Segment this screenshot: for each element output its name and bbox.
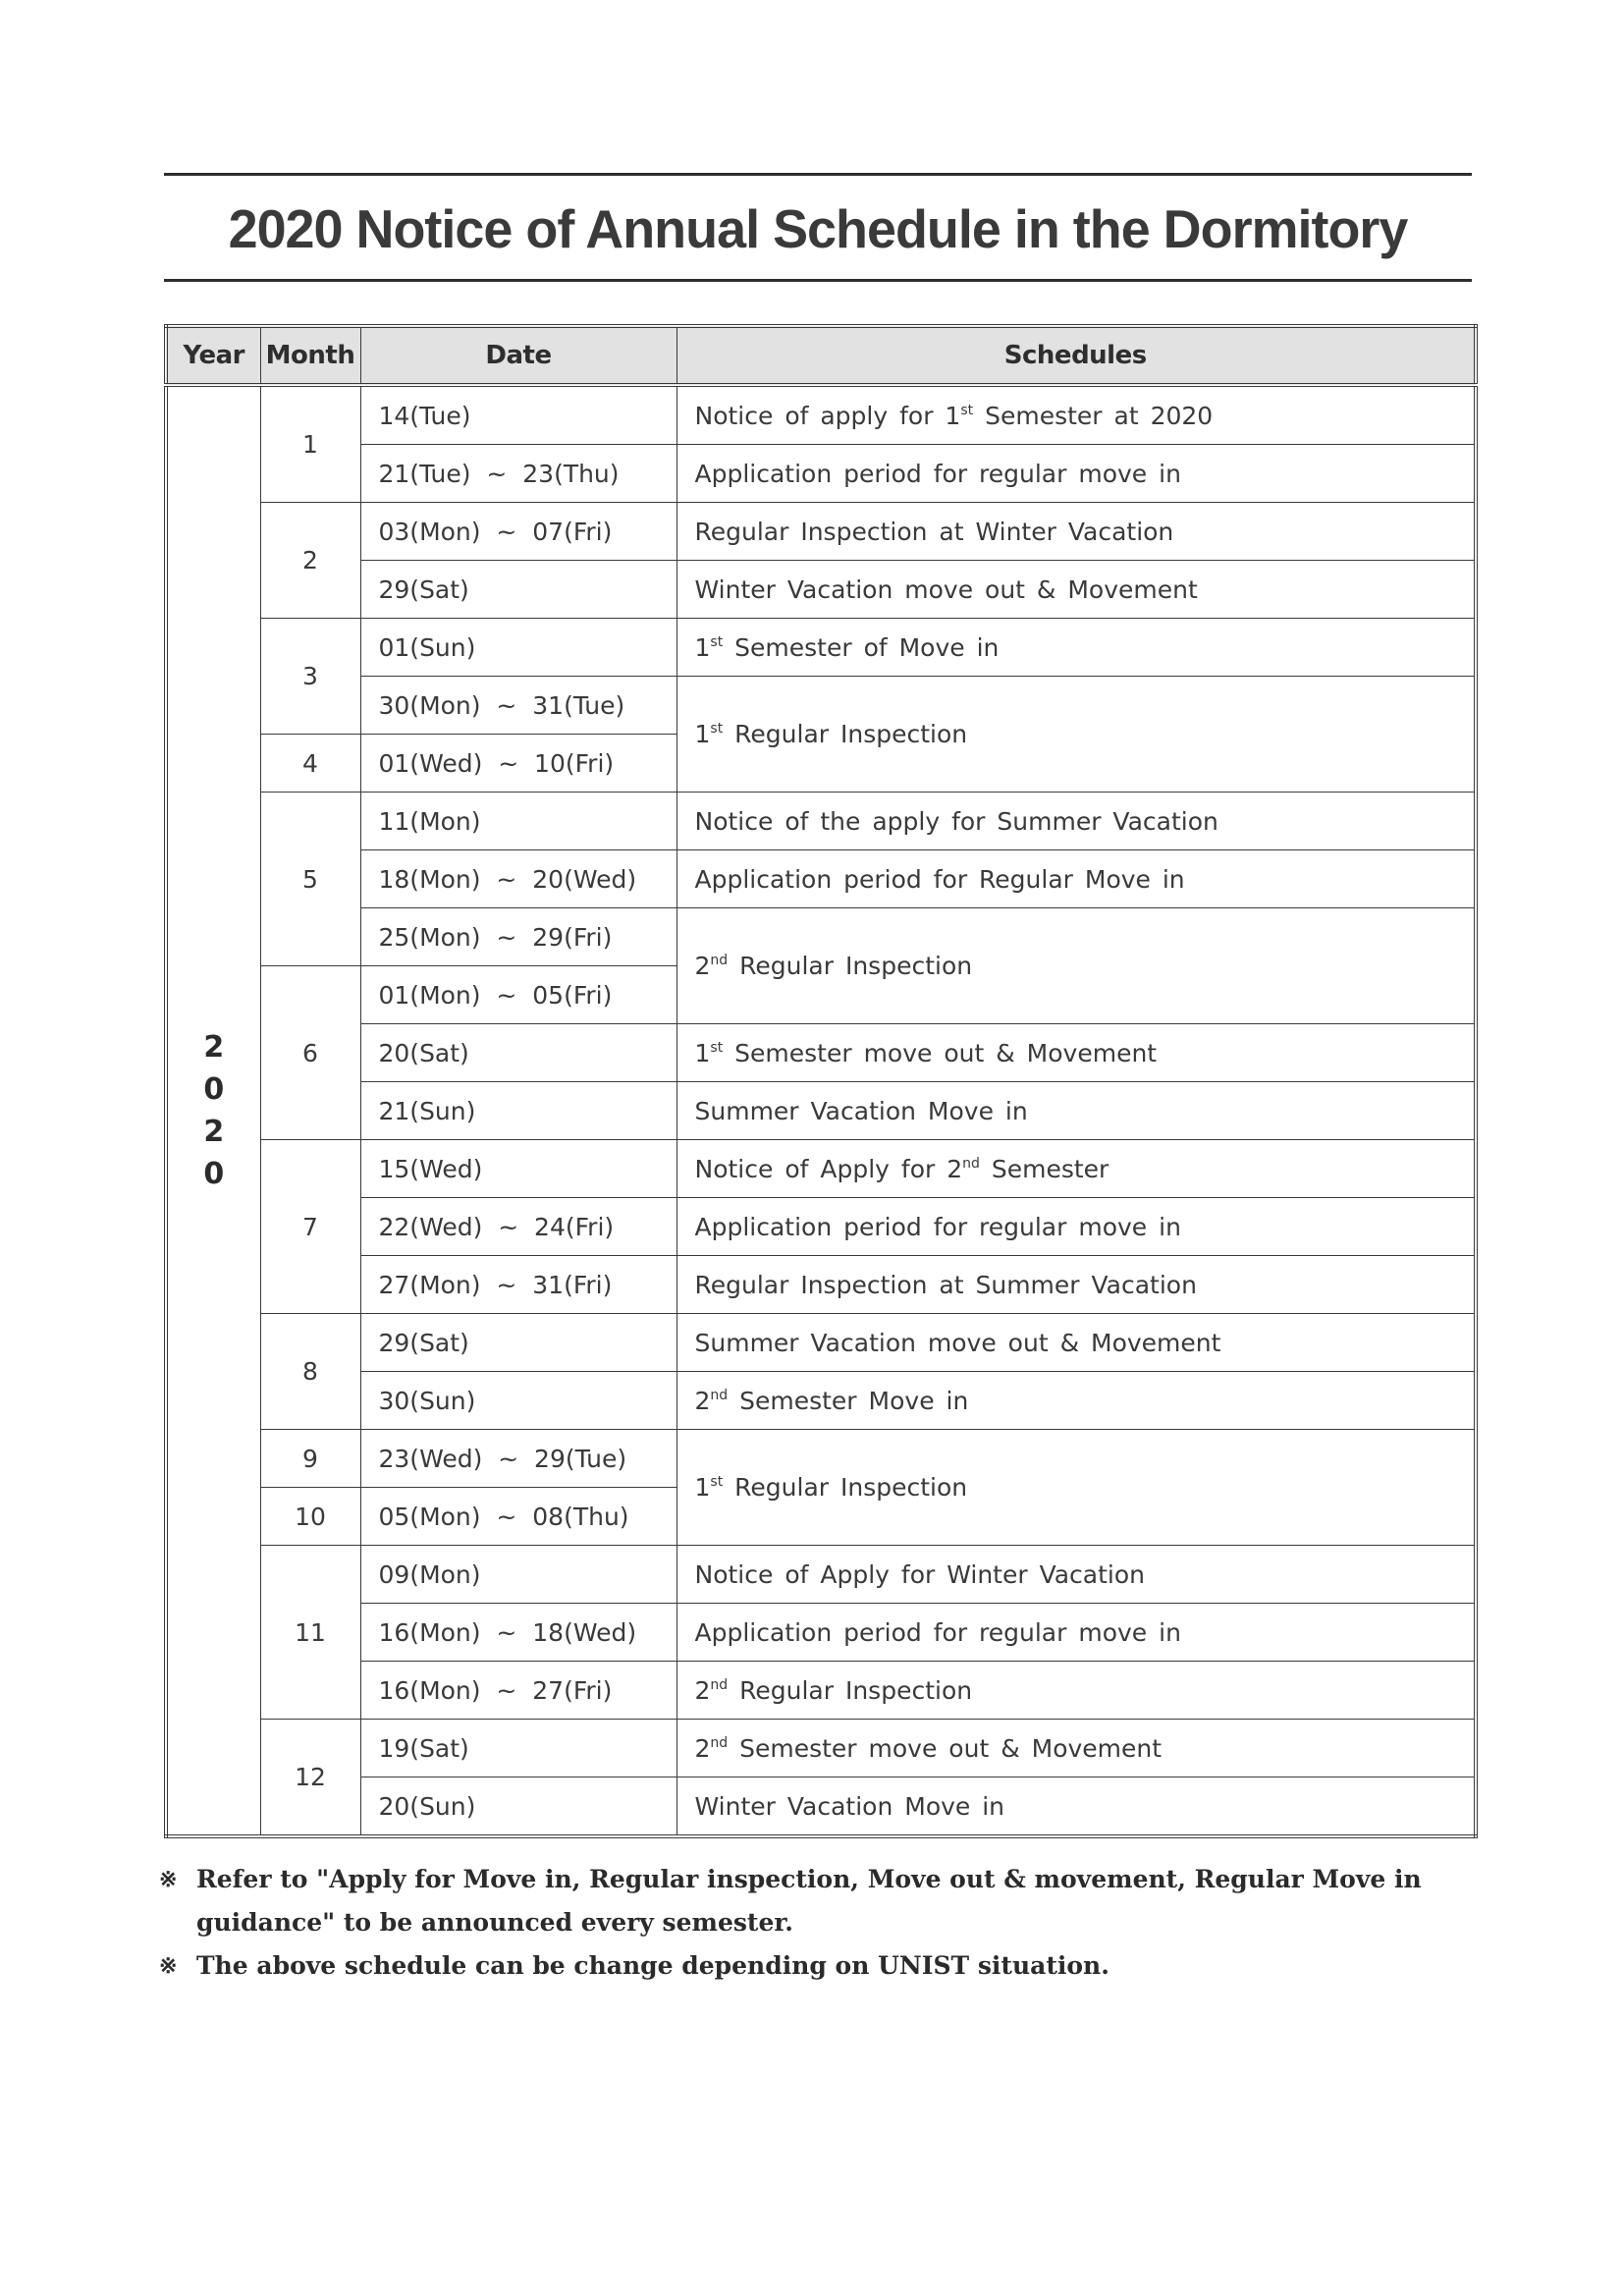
table-row: [166, 1546, 1476, 1604]
table-row: [166, 561, 1476, 619]
date-cell: 01(Mon) ~ 05(Fri): [360, 966, 676, 1024]
schedule-cell: Application period for Regular Move in: [676, 850, 1476, 908]
reference-mark-icon: ※: [159, 1867, 178, 1892]
month-cell: 10: [260, 1488, 360, 1546]
schedule-cell: 2nd Regular Inspection: [676, 908, 1476, 1024]
schedule-cell: Winter Vacation move out & Movement: [676, 561, 1476, 619]
table-row: [166, 619, 1476, 677]
month-cell: 9: [260, 1430, 360, 1488]
schedule-cell: Notice of Apply for 2nd Semester: [676, 1140, 1476, 1198]
table-row: [166, 385, 1476, 445]
note-item: [159, 1944, 1475, 1988]
table-row: [166, 1024, 1476, 1082]
month-cell: 8: [260, 1314, 360, 1430]
table-row: [166, 850, 1476, 908]
reference-mark-icon: ※: [159, 1953, 178, 1979]
date-cell: 15(Wed): [360, 1140, 676, 1198]
month-cell: 6: [260, 966, 360, 1140]
header-date: Date: [360, 326, 676, 385]
month-cell: 7: [260, 1140, 360, 1314]
schedule-cell: Notice of apply for 1st Semester at 2020: [676, 385, 1476, 445]
schedule-cell: 2nd Regular Inspection: [676, 1662, 1476, 1720]
date-cell: 22(Wed) ~ 24(Fri): [360, 1198, 676, 1256]
note-item: [159, 1858, 1475, 1944]
date-cell: 29(Sat): [360, 561, 676, 619]
date-cell: 18(Mon) ~ 20(Wed): [360, 850, 676, 908]
month-cell: 11: [260, 1546, 360, 1720]
table-row: [166, 1314, 1476, 1372]
schedule-cell: Application period for regular move in: [676, 445, 1476, 503]
date-cell: 20(Sat): [360, 1024, 676, 1082]
month-cell: 4: [260, 735, 360, 793]
schedule-cell: Notice of Apply for Winter Vacation: [676, 1546, 1476, 1604]
date-cell: 16(Mon) ~ 27(Fri): [360, 1662, 676, 1720]
table-row: [166, 1256, 1476, 1314]
schedule-cell: 1st Semester of Move in: [676, 619, 1476, 677]
date-cell: 30(Sun): [360, 1372, 676, 1430]
year-digit: 2: [203, 1115, 225, 1149]
date-cell: 01(Wed) ~ 10(Fri): [360, 735, 676, 793]
month-cell: 1: [260, 385, 360, 503]
date-cell: 09(Mon): [360, 1546, 676, 1604]
schedule-cell: Notice of the apply for Summer Vacation: [676, 793, 1476, 850]
schedule-cell: 1st Regular Inspection: [676, 677, 1476, 793]
table-row: [166, 445, 1476, 503]
date-cell: 16(Mon) ~ 18(Wed): [360, 1604, 676, 1662]
month-cell: 12: [260, 1720, 360, 1837]
date-cell: 20(Sun): [360, 1777, 676, 1837]
date-cell: 05(Mon) ~ 08(Thu): [360, 1488, 676, 1546]
date-cell: 30(Mon) ~ 31(Tue): [360, 677, 676, 735]
date-cell: 25(Mon) ~ 29(Fri): [360, 908, 676, 966]
header-year: Year: [166, 326, 260, 385]
table-row: [166, 1430, 1476, 1488]
note-text: Refer to "Apply for Move in, Regular inspection, Move out & movement, Regular Move in guidance" to be announced every semester.: [196, 1865, 1422, 1937]
schedule-cell: Regular Inspection at Summer Vacation: [676, 1256, 1476, 1314]
date-cell: 11(Mon): [360, 793, 676, 850]
schedule-cell: 2nd Semester Move in: [676, 1372, 1476, 1430]
table-row: [166, 677, 1476, 735]
note-text: The above schedule can be change depending on UNIST situation.: [196, 1951, 1109, 1980]
schedule-cell: Summer Vacation move out & Movement: [676, 1314, 1476, 1372]
schedule-cell: Regular Inspection at Winter Vacation: [676, 503, 1476, 561]
schedule-cell: Application period for regular move in: [676, 1604, 1476, 1662]
table-row: [166, 1198, 1476, 1256]
schedule-cell: 1st Semester move out & Movement: [676, 1024, 1476, 1082]
month-cell: 3: [260, 619, 360, 735]
date-cell: 27(Mon) ~ 31(Fri): [360, 1256, 676, 1314]
table-row: [166, 1604, 1476, 1662]
notes-section: [159, 1858, 1475, 1988]
date-cell: 29(Sat): [360, 1314, 676, 1372]
year-digit: 0: [203, 1157, 225, 1191]
table-row: [166, 1372, 1476, 1430]
schedule-cell: 1st Regular Inspection: [676, 1430, 1476, 1546]
page-title: 2020 Notice of Annual Schedule in the Dormitory: [228, 198, 1408, 259]
table-row: [166, 1082, 1476, 1140]
date-cell: 21(Tue) ~ 23(Thu): [360, 445, 676, 503]
table-row: [166, 1140, 1476, 1198]
table-row: [166, 503, 1476, 561]
schedule-cell: 2nd Semester move out & Movement: [676, 1720, 1476, 1777]
month-cell: 5: [260, 793, 360, 966]
date-cell: 21(Sun): [360, 1082, 676, 1140]
schedule-cell: Winter Vacation Move in: [676, 1777, 1476, 1837]
year-digit: 2: [203, 1030, 225, 1065]
date-cell: 23(Wed) ~ 29(Tue): [360, 1430, 676, 1488]
date-cell: 14(Tue): [360, 385, 676, 445]
month-cell: 2: [260, 503, 360, 619]
header-schedules: Schedules: [676, 326, 1476, 385]
title-bottom-rule: [164, 279, 1472, 282]
table-row: [166, 1720, 1476, 1777]
date-cell: 19(Sat): [360, 1720, 676, 1777]
table-row: [166, 1662, 1476, 1720]
schedule-cell: Summer Vacation Move in: [676, 1082, 1476, 1140]
date-cell: 03(Mon) ~ 07(Fri): [360, 503, 676, 561]
schedule-table: [164, 324, 1478, 1838]
schedule-cell: Application period for regular move in: [676, 1198, 1476, 1256]
table-row: [166, 793, 1476, 850]
header-month: Month: [260, 326, 360, 385]
table-row: [166, 908, 1476, 966]
table-row: [166, 1777, 1476, 1837]
table-header-row: [166, 326, 1476, 385]
year-cell: [166, 385, 260, 1836]
title-top-rule: [164, 173, 1472, 176]
date-cell: 01(Sun): [360, 619, 676, 677]
year-digit: 0: [203, 1072, 225, 1107]
